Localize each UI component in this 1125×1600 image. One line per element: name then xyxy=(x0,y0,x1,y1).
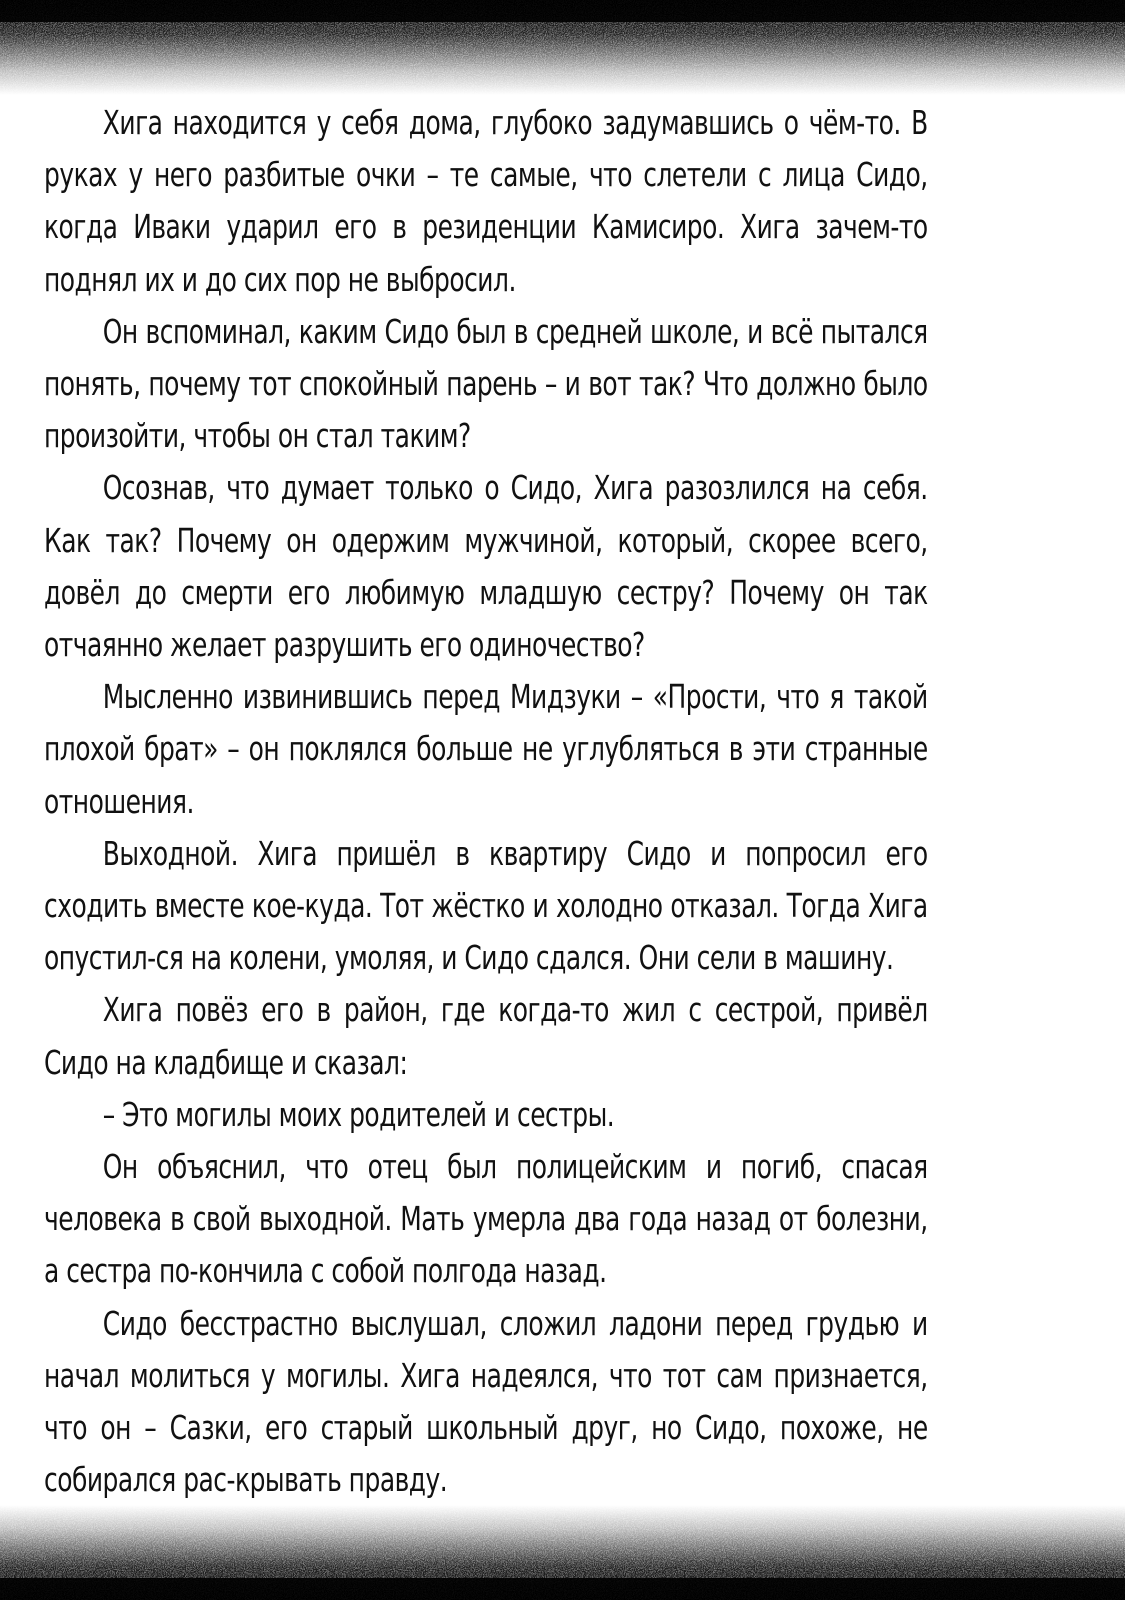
paragraph: Мысленно извинившись перед Мидзуки – «Прости, что я такой плохой брат» – он поклялся больше не углубляться в эти странные отношения. xyxy=(44,677,928,821)
bottom-screentone-border xyxy=(0,1505,1125,1600)
paragraph: Выходной. Хига пришёл в квартиру Сидо и попросил его сходить вместе кое-куда. Тот жёстко и холодно отказал. Тогда Хига опустил-ся на колени, умоляя, и Сидо сдался. Они сели в машину. xyxy=(44,833,928,978)
top-screentone-border xyxy=(0,0,1125,95)
paragraph: Хига находится у себя дома, глубоко задумавшись о чём-то. В руках у него разбитые очки – те самые, что слетели с лица Сидо, когда Иваки ударил его в резиденции Камисиро. Хига зачем-то поднял их и до сих пор не выбросил. xyxy=(44,103,928,299)
top-screentone-graphic xyxy=(0,0,1125,95)
story-text xyxy=(44,97,928,1506)
paragraph: Он объяснил, что отец был полицейским и погиб, спасая человека в свой выходной. Мать умерла два года назад от болезни, а сестра по-кончила с собой полгода назад. xyxy=(44,1147,928,1291)
paragraph: Он вспоминал, каким Сидо был в средней школе, и всё пытался понять, почему тот спокойный парень – и вот так? Что должно было произойти, чтобы он стал таким? xyxy=(44,311,928,456)
paragraph: – Это могилы моих родителей и сестры. xyxy=(102,1094,615,1134)
paragraph: Хига повёз его в район, где когда-то жил с сестрой, привёл Сидо на кладбище и сказал: xyxy=(44,990,928,1082)
paragraph: Осознав, что думает только о Сидо, Хига разозлился на себя. Как так? Почему он одержим мужчиной, который, скорее всего, довёл до смерти его любимую младшую сестру? Почему он так отчаянно желает разрушить его одиночество? xyxy=(44,468,928,665)
paragraph: Сидо бесстрастно выслушал, сложил ладони перед грудью и начал молиться у могилы. Хига надеялся, что тот сам признается, что он – Сазки, его старый школьный друг, но Сидо, похоже, не собирался рас-крывать правду. xyxy=(44,1303,928,1500)
bottom-screentone-graphic xyxy=(0,1505,1125,1600)
